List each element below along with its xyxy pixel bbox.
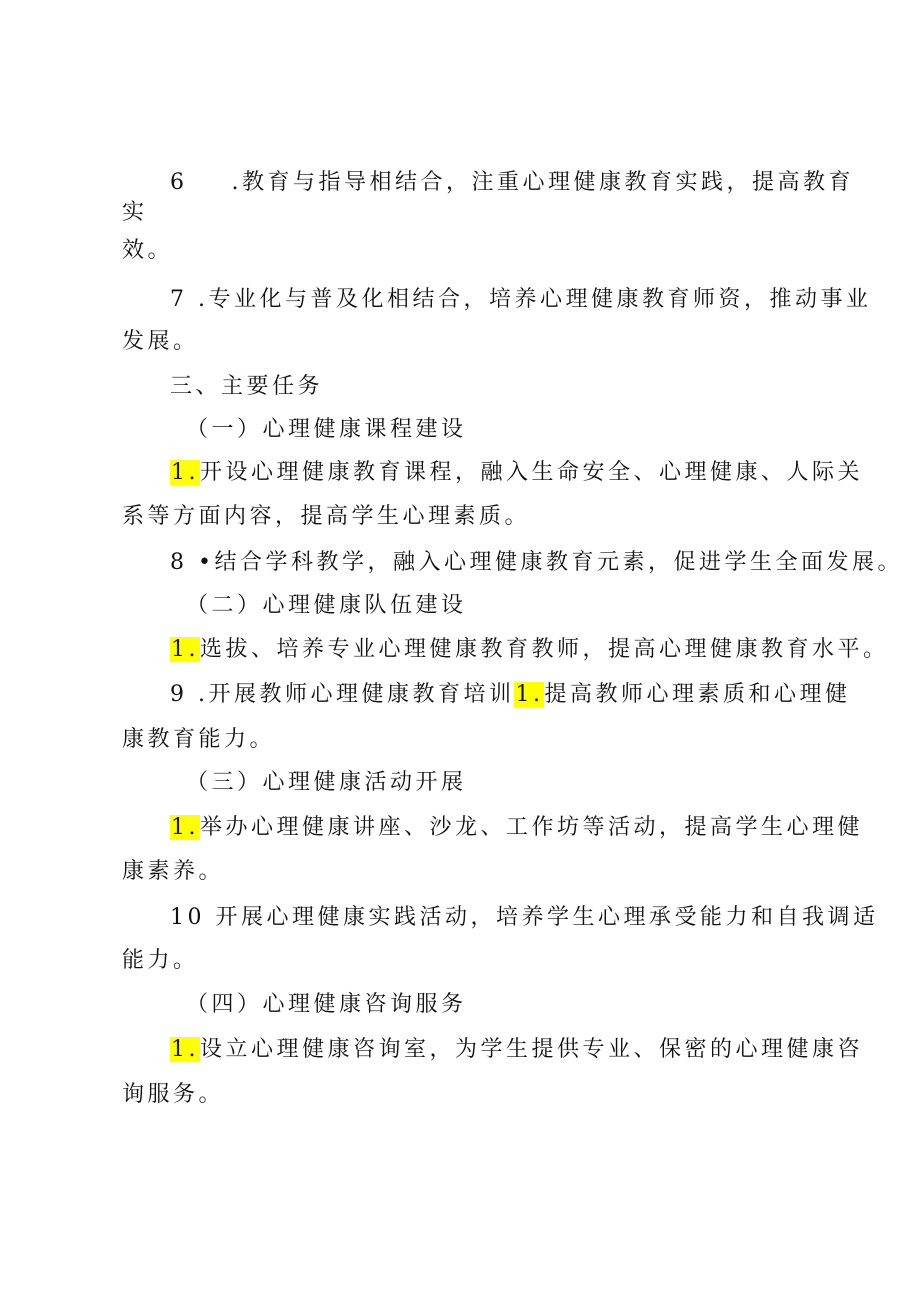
subsection-heading <box>186 990 467 1020</box>
highlighted-number: 1. <box>515 682 544 707</box>
subsection-heading <box>186 768 467 798</box>
paragraph-line <box>122 946 199 976</box>
highlighted-number: 1. <box>171 815 199 840</box>
highlighted-number: 1. <box>171 460 199 485</box>
heading-text: （二）心理健康队伍建设 <box>186 593 467 618</box>
heading-text: （四）心理健康咨询服务 <box>186 992 467 1017</box>
heading-text: （三）心理健康活动开展 <box>186 770 467 795</box>
line-text: 设立心理健康咨询室，为学生提供专业、保密的心理健康咨 <box>200 1037 864 1062</box>
line-text: .教育与指导相结合，注重心理健康教育实践，提高教育 <box>231 170 854 195</box>
paragraph-line <box>170 813 863 843</box>
paragraph-line <box>170 168 854 198</box>
line-text: 选拔、培养专业心理健康教育教师，提高心理健康教育水平。 <box>200 637 889 662</box>
subsection-heading <box>186 415 467 445</box>
paragraph-line <box>122 502 530 532</box>
line-text: 9 .开展教师心理健康教育培训 <box>170 682 515 707</box>
line-text: 询服务。 <box>122 1082 225 1107</box>
line-text: 7 .专业化与普及化相结合，培养心理健康教育师资，推动事业 <box>170 287 872 312</box>
paragraph-line <box>122 1080 224 1110</box>
line-text: 10 开展心理健康实践活动，培养学生心理承受能力和自我调适 <box>170 905 879 930</box>
paragraph-line <box>122 327 199 357</box>
paragraph-line <box>122 198 148 228</box>
line-text: 开设心理健康教育课程，融入生命安全、心理健康、人际关 <box>200 460 864 485</box>
line-text: 发展。 <box>122 329 199 354</box>
line-text: 实 <box>122 200 148 225</box>
paragraph-line <box>170 680 851 710</box>
paragraph-line <box>122 725 275 755</box>
paragraph-line <box>170 285 872 315</box>
paragraph-line <box>170 1035 863 1065</box>
subsection-heading <box>186 591 467 621</box>
paragraph-line <box>122 857 224 887</box>
line-text: 能力。 <box>122 948 199 973</box>
heading-text: （一）心理健康课程建设 <box>186 417 467 442</box>
paragraph-line <box>170 548 903 578</box>
line-text: 效。 <box>122 238 174 263</box>
item-number: 6 <box>170 170 188 195</box>
paragraph-line <box>170 458 863 488</box>
paragraph-line <box>170 903 879 933</box>
line-text: 提高教师心理素质和心理健 <box>544 682 851 707</box>
line-text: 康教育能力。 <box>122 727 276 752</box>
paragraph-line <box>122 236 173 266</box>
paragraph-line <box>170 635 889 665</box>
heading-text: 三、主要任务 <box>170 374 324 399</box>
line-text: 系等方面内容，提高学生心理素质。 <box>122 504 531 529</box>
highlighted-number: 1. <box>171 1037 199 1062</box>
section-heading <box>170 372 323 402</box>
line-text: 8 •结合学科教学，融入心理健康教育元素，促进学生全面发展。 <box>170 550 903 575</box>
line-text: 举办心理健康讲座、沙龙、工作坊等活动，提高学生心理健 <box>200 815 864 840</box>
highlighted-number: 1. <box>171 637 199 662</box>
line-text: 康素养。 <box>122 859 225 884</box>
